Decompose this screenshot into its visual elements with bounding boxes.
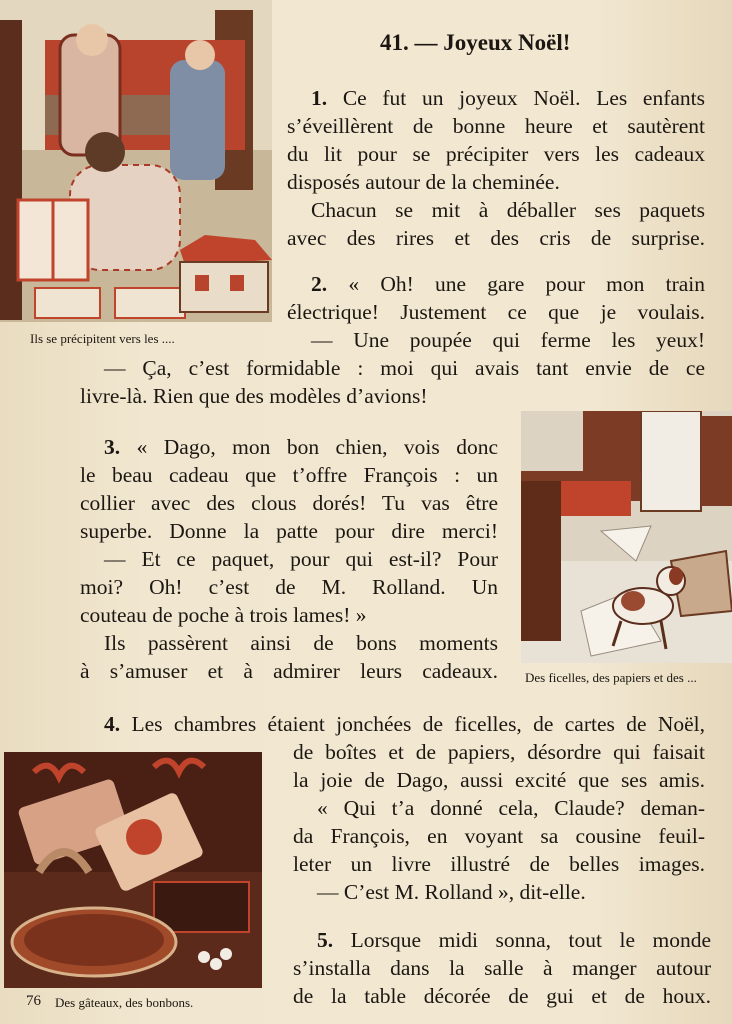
text-line: du lit pour se précipiter vers les cadeaux bbox=[287, 142, 705, 166]
paragraph-2 bbox=[287, 270, 705, 354]
text-line: — C’est M. Rolland », dit-elle. bbox=[317, 880, 586, 904]
text-line: avec des rires et des cris de surprise. bbox=[287, 226, 705, 250]
text-line: — Ça, c’est formidable : moi qui avais tant envie de ce bbox=[104, 356, 705, 380]
text-line: Ils passèrent ainsi de bons moments bbox=[104, 631, 498, 655]
page-number: 76 bbox=[26, 993, 41, 1009]
dog-papers-drawing bbox=[521, 411, 732, 663]
paragraph-5 bbox=[293, 926, 711, 1010]
paragraph-number: 5. bbox=[317, 928, 334, 952]
text-line: da François, en voyant sa cousine feuil- bbox=[293, 824, 705, 848]
paragraph-number: 4. bbox=[104, 712, 121, 736]
text-line: à s’amuser et à admirer leurs cadeaux. bbox=[80, 659, 498, 683]
illustration-children-presents bbox=[0, 0, 272, 322]
text-line: Chacun se mit à déballer ses paquets bbox=[311, 198, 705, 222]
paragraph-number: 3. bbox=[104, 435, 121, 459]
paragraph-4-continued bbox=[293, 738, 705, 906]
text-line: moi? Oh! c’est de M. Rolland. Un bbox=[80, 575, 498, 599]
paragraph-1 bbox=[287, 84, 705, 252]
text-line: électrique! Justement ce que je voulais. bbox=[287, 300, 705, 324]
paragraph-2-continued bbox=[80, 354, 705, 410]
text-line: s’éveillèrent de bonne heure et sautèrent bbox=[287, 114, 705, 138]
text-line: livre-là. Rien que des modèles d’avions! bbox=[80, 384, 428, 408]
caption-middle: Des ficelles, des papiers et des ... bbox=[525, 670, 697, 685]
paragraph-3 bbox=[80, 433, 498, 685]
text-line: s’installa dans la salle à manger autour bbox=[293, 956, 711, 980]
lesson-title: 41. — Joyeux Noël! bbox=[380, 30, 571, 55]
children-presents-drawing bbox=[0, 0, 272, 322]
cakes-sweets-drawing bbox=[4, 752, 262, 988]
paragraph-4 bbox=[80, 710, 705, 738]
illustration-cakes-sweets bbox=[4, 752, 262, 988]
text-line: la joie de Dago, aussi excité que ses amis. bbox=[293, 768, 705, 792]
text-line: 2. « Oh! une gare pour mon train bbox=[311, 272, 705, 296]
text-line: collier avec des clous dorés! Tu vas être bbox=[80, 491, 498, 515]
text-line: 5. Lorsque midi sonna, tout le monde bbox=[317, 928, 711, 952]
text-line: — Une poupée qui ferme les yeux! bbox=[311, 328, 705, 352]
caption-bottom: Des gâteaux, des bonbons. bbox=[55, 995, 194, 1010]
text-line: 4. Les chambres étaient jonchées de ficelles, de cartes de Noël, bbox=[104, 712, 705, 736]
caption-top: Ils se précipitent vers les .... bbox=[30, 331, 175, 346]
text-line: leter un livre illustré de belles images. bbox=[293, 852, 705, 876]
paragraph-number: 2. bbox=[311, 272, 328, 296]
text-line: de boîtes et de papiers, désordre qui faisait bbox=[293, 740, 705, 764]
text-line: superbe. Donne la patte pour dire merci! bbox=[80, 519, 498, 543]
text-line: 3. « Dago, mon bon chien, vois donc bbox=[104, 435, 498, 459]
text-line: le beau cadeau que t’offre François : un bbox=[80, 463, 498, 487]
text-line: « Qui t’a donné cela, Claude? deman- bbox=[317, 796, 705, 820]
text-line: 1. Ce fut un joyeux Noël. Les enfants bbox=[311, 86, 705, 110]
text-line: couteau de poche à trois lames! » bbox=[80, 603, 367, 627]
text-line: — Et ce paquet, pour qui est-il? Pour bbox=[104, 547, 498, 571]
illustration-dog-papers bbox=[521, 411, 732, 663]
text-line: de la table décorée de gui et de houx. bbox=[293, 984, 711, 1008]
text-line: disposés autour de la cheminée. bbox=[287, 170, 560, 194]
paragraph-number: 1. bbox=[311, 86, 328, 110]
